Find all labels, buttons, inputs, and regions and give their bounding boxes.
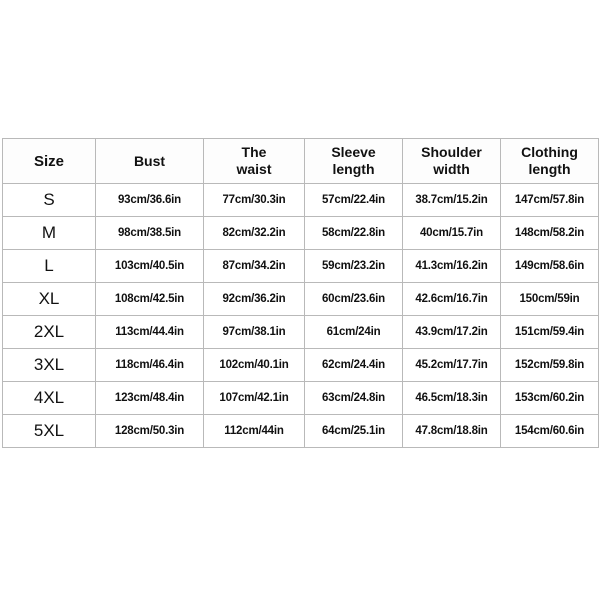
clothing-length-cell: 149cm/58.6in [501, 250, 599, 283]
header-length-label-line2: length [528, 161, 571, 177]
header-bust-label: Bust [133, 152, 166, 169]
bust-cell: 118cm/46.4in [96, 349, 204, 382]
header-waist-label-line2: waist [236, 161, 272, 177]
sleeve-length-cell: 63cm/24.8in [305, 382, 403, 415]
sleeve-length-cell: 62cm/24.4in [305, 349, 403, 382]
size-cell: M [3, 217, 96, 250]
header-clothing-length [501, 139, 599, 184]
shoulder-width-cell: 43.9cm/17.2in [403, 316, 501, 349]
header-sleeve-label-line2: length [332, 161, 375, 177]
header-bust [96, 139, 204, 184]
shoulder-width-cell: 46.5cm/18.3in [403, 382, 501, 415]
size-cell: S [3, 184, 96, 217]
shoulder-width-cell: 45.2cm/17.7in [403, 349, 501, 382]
waist-cell: 97cm/38.1in [204, 316, 305, 349]
size-cell: 2XL [3, 316, 96, 349]
shoulder-width-cell: 47.8cm/18.8in [403, 415, 501, 448]
table-header [3, 139, 599, 184]
size-chart-table [2, 138, 599, 448]
clothing-length-cell: 150cm/59in [501, 283, 599, 316]
header-shoulder-width [403, 139, 501, 184]
bust-cell: 123cm/48.4in [96, 382, 204, 415]
size-cell: 3XL [3, 349, 96, 382]
header-sleeve-label-line1: Sleeve [331, 144, 376, 160]
header-shoulder-label-line1: Shoulder [421, 144, 482, 160]
waist-cell: 107cm/42.1in [204, 382, 305, 415]
shoulder-width-cell: 40cm/15.7in [403, 217, 501, 250]
size-cell: 5XL [3, 415, 96, 448]
sleeve-length-cell: 59cm/23.2in [305, 250, 403, 283]
header-waist-label-line1: The [241, 144, 267, 160]
header-length-label-line1: Clothing [521, 144, 578, 160]
sleeve-length-cell: 61cm/24in [305, 316, 403, 349]
table-row [3, 349, 599, 382]
table-body [3, 184, 599, 448]
waist-cell: 92cm/36.2in [204, 283, 305, 316]
bust-cell: 98cm/38.5in [96, 217, 204, 250]
sleeve-length-cell: 58cm/22.8in [305, 217, 403, 250]
table-row [3, 415, 599, 448]
waist-cell: 77cm/30.3in [204, 184, 305, 217]
table-row [3, 382, 599, 415]
header-size [3, 139, 96, 184]
bust-cell: 93cm/36.6in [96, 184, 204, 217]
table-row [3, 283, 599, 316]
clothing-length-cell: 153cm/60.2in [501, 382, 599, 415]
size-cell: L [3, 250, 96, 283]
header-size-label: Size [33, 152, 64, 170]
shoulder-width-cell: 42.6cm/16.7in [403, 283, 501, 316]
header-waist [204, 139, 305, 184]
header-shoulder-label-line2: width [433, 161, 470, 177]
size-cell: 4XL [3, 382, 96, 415]
waist-cell: 112cm/44in [204, 415, 305, 448]
header-sleeve-length [305, 139, 403, 184]
bust-cell: 108cm/42.5in [96, 283, 204, 316]
table-row [3, 217, 599, 250]
table-row [3, 316, 599, 349]
shoulder-width-cell: 41.3cm/16.2in [403, 250, 501, 283]
table-row [3, 250, 599, 283]
waist-cell: 87cm/34.2in [204, 250, 305, 283]
waist-cell: 82cm/32.2in [204, 217, 305, 250]
clothing-length-cell: 154cm/60.6in [501, 415, 599, 448]
header-row [3, 139, 599, 184]
size-cell: XL [3, 283, 96, 316]
waist-cell: 102cm/40.1in [204, 349, 305, 382]
shoulder-width-cell: 38.7cm/15.2in [403, 184, 501, 217]
sleeve-length-cell: 57cm/22.4in [305, 184, 403, 217]
clothing-length-cell: 151cm/59.4in [501, 316, 599, 349]
clothing-length-cell: 147cm/57.8in [501, 184, 599, 217]
table-row [3, 184, 599, 217]
bust-cell: 113cm/44.4in [96, 316, 204, 349]
sleeve-length-cell: 60cm/23.6in [305, 283, 403, 316]
clothing-length-cell: 148cm/58.2in [501, 217, 599, 250]
sleeve-length-cell: 64cm/25.1in [305, 415, 403, 448]
bust-cell: 103cm/40.5in [96, 250, 204, 283]
bust-cell: 128cm/50.3in [96, 415, 204, 448]
clothing-length-cell: 152cm/59.8in [501, 349, 599, 382]
